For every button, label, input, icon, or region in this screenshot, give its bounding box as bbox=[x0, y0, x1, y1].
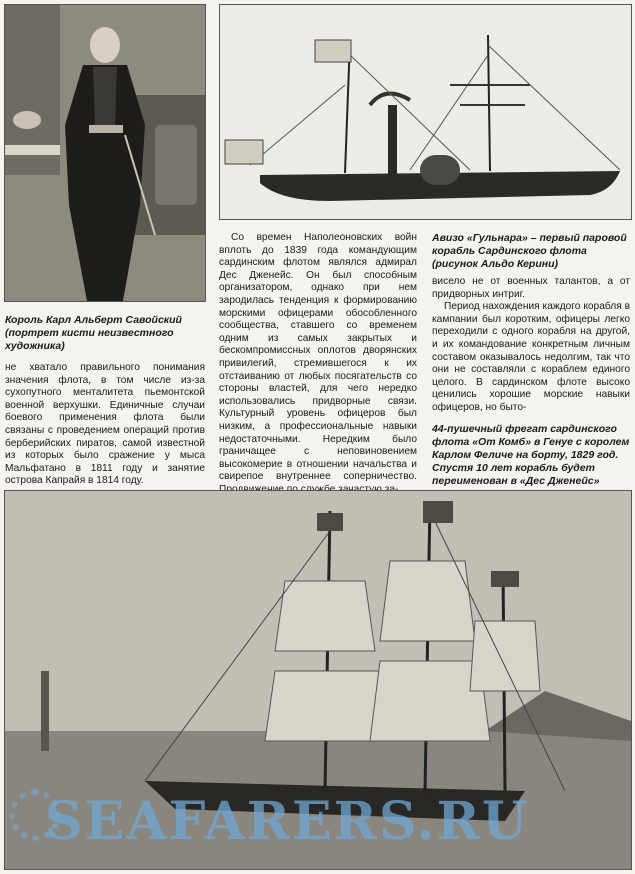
left-paragraph: не хватало правильного понимания значения флота, в том числе из-за сухопутного менталитета пьемонтской военной верхушки. Единичные случаи боевого применения флота были связаны с проведением операций против берберийских пиратов, самой известной из которых было сражение у мыса Мальфатано в 1811 году и занятие острова Капрайя в 1814 году. bbox=[5, 362, 205, 487]
aviso-gulnara-drawing bbox=[219, 4, 632, 220]
site-watermark: SEAFARERS.RU bbox=[45, 791, 530, 852]
middle-column-text bbox=[219, 232, 417, 496]
king-portrait-caption: Король Карл Альберт Савойский (портрет кисти неизвестного художника) bbox=[5, 314, 182, 352]
king-portrait bbox=[4, 4, 206, 302]
aviso-caption: Авизо «Гульнара» – первый паровой корабль Сардинского флота (рисунок Альдо Керини) bbox=[432, 232, 627, 270]
middle-paragraph: Со времен Наполеоновских войн вплоть до 1839 года командующим сардинским флотом являлся адмирал Дес Дженейс. Он был способным организатором, однако при нем зародилась тенденция к формированию морскими офицерами обособленного сообщества, ставшего со временем одним из самых закрытых и бескомпромиссных оплотов дворянских привилегий, стремившегося к их отстаиванию от любых посягательств со стороны властей, для чего нередко использовались придворные связи. Культурный уровень офицеров был низким, а профессиональные навыки недостаточными. Нередким было граничащее с неповиновением высокомерие в отношении начальства и свирепое внутреннее соперничество. bbox=[219, 232, 417, 483]
right-paragraph-2: Период нахождения каждого корабля в кампании был коротким, офицеры легко переходили с одного корабля на другой, и их командование конкретным личным составом оказывалось недолгим, так что они не составляли с кораблем единого целого. В сардинском флоте высоко ценились хорошие морские навыки офицеров, но быто- bbox=[432, 301, 630, 413]
right-paragraph-1: висело не от военных талантов, а от придворных интриг. bbox=[432, 276, 630, 300]
frigate-caption: 44-пушечный фрегат сардинского флота «От Комб» в Генуе с королем Карлом Феличе на борту, 1829 год. Спустя 10 лет корабль будет переименован в «Дес Дженейс» bbox=[432, 423, 630, 487]
watermark-sun-icon bbox=[9, 789, 61, 841]
left-column-text bbox=[5, 362, 205, 488]
frigate-painting bbox=[4, 490, 632, 870]
right-column-text bbox=[432, 276, 630, 415]
